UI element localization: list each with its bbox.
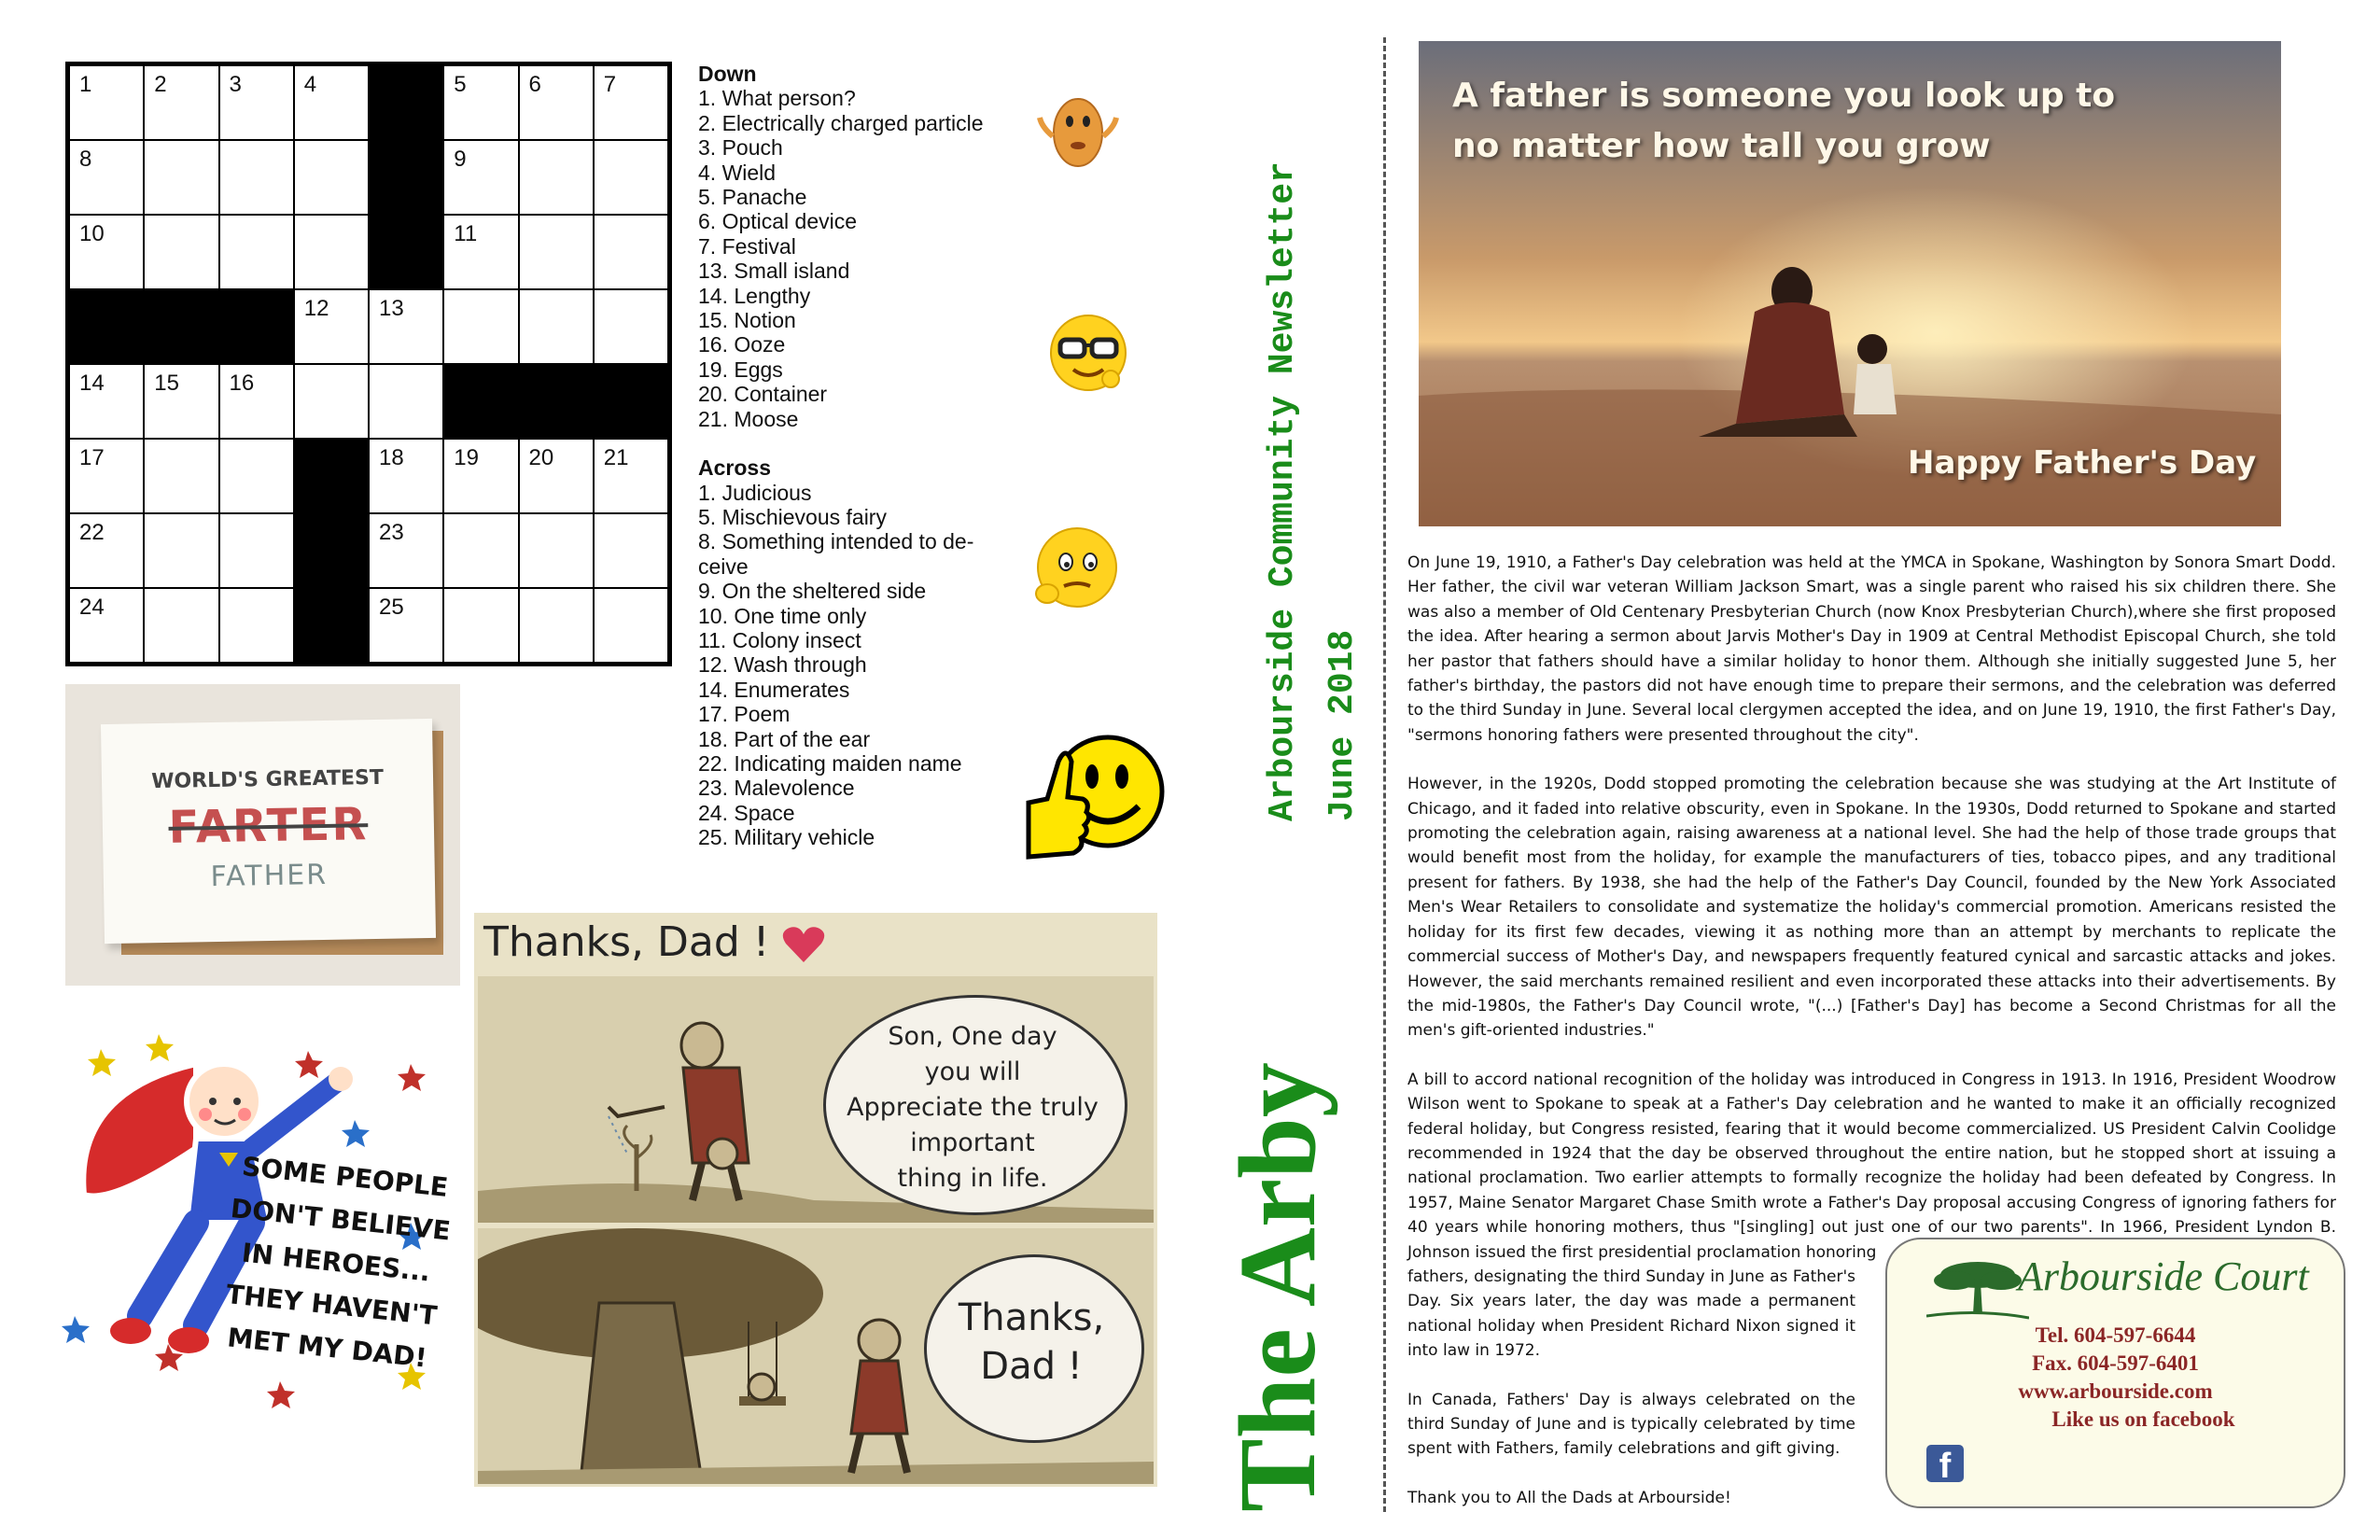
hero-line: SOME PEOPLE [240, 1151, 450, 1204]
heart-icon [782, 925, 825, 964]
crossword-black-cell [219, 289, 294, 364]
crossword-cell[interactable] [144, 65, 218, 140]
clue-item: 18. Part of the ear [698, 726, 871, 751]
crossword-cell[interactable] [294, 289, 369, 364]
across-clue-list [698, 481, 1015, 850]
crossword-cell[interactable] [294, 65, 369, 140]
crossword-cell[interactable] [519, 140, 594, 215]
clue-item: 22. Indicating maiden name [698, 750, 962, 776]
clue-number: 23 [379, 520, 404, 545]
crossword-black-cell [594, 364, 668, 439]
clue-number: 7 [603, 72, 617, 97]
crossword-cell[interactable] [69, 364, 144, 439]
crossword-cell[interactable] [219, 65, 294, 140]
clue-item: 14. Lengthy [698, 283, 811, 308]
crossword-cell[interactable] [594, 513, 668, 588]
crossword-black-cell [369, 65, 443, 140]
masthead-subtitle: Arbourside Community Newsletter [1263, 161, 1303, 821]
crossword-cell[interactable] [69, 140, 144, 215]
crossword-cell[interactable] [219, 215, 294, 289]
crossword-black-cell [294, 588, 369, 663]
down-clue-list [698, 86, 1015, 431]
crossword-cell[interactable] [144, 513, 218, 588]
photo-quote-line-2: no matter how tall you grow [1452, 127, 1991, 165]
crossword-cell[interactable] [443, 588, 518, 663]
clue-item: 11. Colony insect [698, 627, 861, 652]
hero-line: THEY HAVEN'T [224, 1278, 439, 1332]
crossword-black-cell [519, 364, 594, 439]
crossword-cell[interactable] [69, 65, 144, 140]
clue-item: 5. Panache [698, 185, 807, 210]
clue-item: 17. Poem [698, 702, 791, 727]
photo-quote-line-1: A father is someone you look up to [1452, 77, 2116, 115]
crossword-cell[interactable] [294, 215, 369, 289]
clue-item: 23. Malevolence [698, 776, 855, 801]
clue-item: 2. Electrically charged particle [698, 110, 984, 135]
crossword-cell[interactable] [144, 364, 218, 439]
crossword-black-cell [144, 289, 218, 364]
article-paragraph: A bill to accord national recognition of the holiday was introduced in Congress in 1913. In 1916, President Woodrow Wilson went to Spokane to speak at a Father's Day celebration and he wanted to make it an officially recognized federal holiday, but Congress resisted, fearing that it would become commercialized. US President Calvin Coolidge recommended in 1924 that the day be observed throughout the entire nation, but he stopped short at issuing a national proclamation. Two earlier attempts to formally recognize the holiday had been defeated by Congress. In 1957, Maine Senator Margaret Chase Smith wrote a Father's Day proposal accusing Congress of ignoring fathers for 40 years while honoring mothers, thus "[singling] out just one of our two parents". In 1966, President Lyndon B. Johnson issued the first presidential proclamation honoring [1407, 1070, 2336, 1262]
crossword-cell[interactable] [219, 513, 294, 588]
clue-number: 1 [79, 72, 92, 97]
bubble-1-text: Son, One day you will Appreciate the truly important thing in life. [847, 1022, 1099, 1193]
crossword-grid [65, 62, 672, 666]
clue-item: 15. Notion [698, 308, 796, 333]
hero-line: IN HEROES... [240, 1237, 432, 1288]
clue-number: 20 [528, 445, 554, 470]
crossword-cell[interactable] [443, 439, 518, 513]
clue-item: ceive [698, 553, 749, 579]
crossword-cell[interactable] [443, 140, 518, 215]
crossword-cell[interactable] [519, 513, 594, 588]
clue-number: 2 [154, 72, 167, 97]
contact-tel: Tel. 604-597-6644 [2035, 1323, 2196, 1347]
article-closing: Thank you to All the Dads at Arbourside! [1407, 1488, 1731, 1507]
crossword-black-cell [369, 215, 443, 289]
facebook-icon[interactable]: f [1926, 1445, 1964, 1482]
clue-item: 9. On the sheltered side [698, 579, 927, 604]
masthead-title: The Arby [1216, 1062, 1338, 1512]
thumbs-up-smiley-icon [1010, 717, 1169, 866]
contact-fax: Fax. 604-597-6401 [2032, 1351, 2199, 1375]
crossword-cell[interactable] [69, 513, 144, 588]
article-paragraph: However, in the 1920s, Dodd stopped promoting the celebration because she was studying at the Art Institute of Chicago, and it faded into relative obscurity, even in Spokane. In the 1930s, Dodd returned to Spokane and started promoting the celebration again, raising awareness at a national level. She had the help of those trade groups that would benefit most from the holiday, for example the manufacturers of ties, tobacco pipes, and any traditional present for fathers. By 1938, she had the help of the Father's Day Council, founded by the New York Associated Men's Wear Retailers to consolidate and systematize the holiday's commercial promotion. Americans resisted the holiday for its first few decades, viewing it as nothing more than an attempt by merchants to replicate the commercial success of Mother's Day, and newspapers frequently featured cynical and sarcastic attacks and jokes. However, the said merchants remained resilient and even incorporated these attacks into their advertisements. By the mid-1980s, the Father's Day Council wrote, "(...) [Father's Day] has become a Second Christmas for all the men's gift-oriented industries." [1407, 775, 2336, 1041]
clue-number: 3 [229, 72, 242, 97]
crossword-black-cell [294, 513, 369, 588]
crossword-black-cell [443, 364, 518, 439]
clue-item: 10. One time only [698, 603, 867, 628]
crossword-cell[interactable] [594, 140, 668, 215]
clue-item: 16. Ooze [698, 332, 786, 357]
crossword-cell[interactable] [519, 439, 594, 513]
crossword-cell[interactable] [443, 289, 518, 364]
crossword-cell[interactable] [219, 588, 294, 663]
clue-item: 8. Something intended to de- [698, 529, 974, 554]
down-heading: Down [698, 62, 757, 86]
masthead-date: June 2018 [1323, 629, 1363, 821]
clue-item: 13. Small island [698, 259, 850, 284]
newsletter-masthead [1204, 56, 1381, 1521]
hero-line: MET MY DAD! [225, 1322, 428, 1374]
clue-number: 22 [79, 520, 105, 545]
clue-item: 20. Container [698, 382, 828, 407]
clue-number: 13 [379, 296, 404, 321]
comic-panel-1 [478, 976, 1154, 1223]
clue-number: 15 [154, 371, 179, 396]
brand-name: Arbourside Court [2018, 1253, 2309, 1299]
clue-number: 10 [79, 221, 105, 246]
clue-item: 19. Eggs [698, 357, 783, 382]
card-front [101, 719, 436, 944]
crossword-black-cell [69, 289, 144, 364]
crossword-cell[interactable] [219, 140, 294, 215]
clue-item: 24. Space [698, 800, 795, 825]
crossword-cell[interactable] [219, 364, 294, 439]
crossword-black-cell [369, 140, 443, 215]
contact-website[interactable]: www.arbourside.com [2018, 1379, 2213, 1403]
clue-number: 14 [79, 371, 105, 396]
tree-logo-icon [1926, 1256, 2029, 1322]
bubble-2-text: Thanks, Dad ! [958, 1296, 1105, 1388]
crossword-cell[interactable] [519, 215, 594, 289]
crossword-clues [698, 62, 1015, 850]
crossword-cell[interactable] [369, 439, 443, 513]
hero-card-text [214, 1144, 459, 1381]
clue-item: 7. Festival [698, 233, 796, 259]
clue-number: 18 [379, 445, 404, 470]
clue-number: 12 [303, 296, 329, 321]
clue-item: 12. Wash through [698, 652, 867, 678]
crossword-cell[interactable] [369, 364, 443, 439]
thanks-dad-comic [474, 913, 1157, 1487]
clue-number: 19 [454, 445, 479, 470]
article-paragraph: On June 19, 1910, a Father's Day celebration was held at the YMCA in Spokane, Washington by Sonora Smart Dodd. Her father, the civil war veteran William Jackson Smart, was a single parent who raised his six children there. She was also a member of Old Centenary Presbyterian Church (now Knox Presbyterian Church),where she first proposed the idea. After hearing a sermon about Jarvis Mother's Day in 1909 at Central Methodist Episcopal Church, she told her pastor that fathers should have a similar holiday to honor them. Although she initially suggested June 5, her father's birthday, the pastors did not have enough time to prepare their sermons, and the celebration was deferred to the third Sunday in June. Several local clergymen accepted the idea, and on June 19, 1910, the first Father's Day, "sermons honoring fathers were presented throughout the city". [1407, 553, 2336, 745]
clue-number: 8 [79, 147, 92, 172]
clue-number: 9 [454, 147, 467, 172]
comic-title: Thanks, Dad ! [483, 918, 825, 966]
crossword-cell[interactable] [144, 588, 218, 663]
clue-number: 24 [79, 595, 105, 620]
clue-item: 3. Pouch [698, 135, 783, 161]
comic-panel-2 [478, 1228, 1154, 1484]
crossword-cell[interactable] [294, 364, 369, 439]
article-paragraph: In Canada, Fathers' Day is always celebrated on the third Sunday of June and is typically celebrated by time spent with Fathers, family celebrations and gift giving. [1407, 1390, 1855, 1459]
crossword-cell[interactable] [369, 588, 443, 663]
crossword-cell[interactable] [519, 588, 594, 663]
crossword-cell[interactable] [294, 140, 369, 215]
crossword-cell[interactable] [69, 215, 144, 289]
crossword-cell[interactable] [594, 439, 668, 513]
nerd-face-emoji-icon [1043, 308, 1133, 398]
card-line-2: FARTER [168, 798, 369, 854]
clue-number: 6 [528, 72, 541, 97]
crossword-cell[interactable] [594, 65, 668, 140]
clue-item: 1. What person? [698, 86, 856, 111]
crossword-cell[interactable] [369, 513, 443, 588]
crossword-cell[interactable] [519, 289, 594, 364]
crossword-cell[interactable] [144, 140, 218, 215]
clue-number: 4 [303, 72, 317, 97]
contact-facebook[interactable]: Like us on facebook [2051, 1407, 2235, 1431]
clue-number: 11 [454, 221, 478, 246]
contact-box [1885, 1238, 2345, 1508]
crossword-cell[interactable] [69, 588, 144, 663]
crossword-cell[interactable] [443, 65, 518, 140]
card-line-3: FATHER [210, 858, 329, 894]
crossword-cell[interactable] [443, 215, 518, 289]
clue-number: 16 [229, 371, 255, 396]
crossword-cell[interactable] [369, 289, 443, 364]
clue-item: 1. Judicious [698, 480, 812, 505]
clue-item: 5. Mischievous fairy [698, 504, 887, 529]
photo-greeting: Happy Father's Day [1908, 444, 2257, 482]
crossword-cell[interactable] [594, 215, 668, 289]
clue-number: 25 [379, 595, 404, 620]
crossword-black-cell [294, 439, 369, 513]
crossword-cell[interactable] [594, 289, 668, 364]
clue-item: 4. Wield [698, 160, 777, 185]
fathers-day-photo [1419, 41, 2281, 526]
card-line-1: WORLD'S GREATEST [150, 765, 385, 794]
crossword-cell[interactable] [443, 513, 518, 588]
clue-item: 14. Enumerates [698, 677, 850, 702]
crossword-cell[interactable] [69, 439, 144, 513]
clue-number: 21 [603, 445, 629, 470]
shrug-potato-emoji-icon [1034, 90, 1122, 175]
clue-item: 21. Moose [698, 406, 799, 431]
crossword-cell[interactable] [144, 215, 218, 289]
column-divider [1383, 37, 1386, 1512]
clue-number: 17 [79, 445, 105, 470]
crossword-cell[interactable] [144, 439, 218, 513]
article-paragraph: fathers, designating the third Sunday in June as Father's Day. Six years later, the day was made a permanent national holiday when President Richard Nixon signed it into law in 1972. [1407, 1267, 1855, 1361]
thinking-face-emoji-icon [1015, 525, 1129, 618]
clue-item: 25. Military vehicle [698, 825, 875, 850]
clue-number: 5 [454, 72, 467, 97]
across-heading: Across [698, 455, 771, 481]
fathers-day-card-image [65, 684, 460, 986]
crossword-cell[interactable] [519, 65, 594, 140]
hero-line: DON'T BELIEVE [229, 1192, 453, 1247]
crossword-cell[interactable] [219, 439, 294, 513]
crossword-cell[interactable] [594, 588, 668, 663]
clue-item: 6. Optical device [698, 209, 858, 234]
